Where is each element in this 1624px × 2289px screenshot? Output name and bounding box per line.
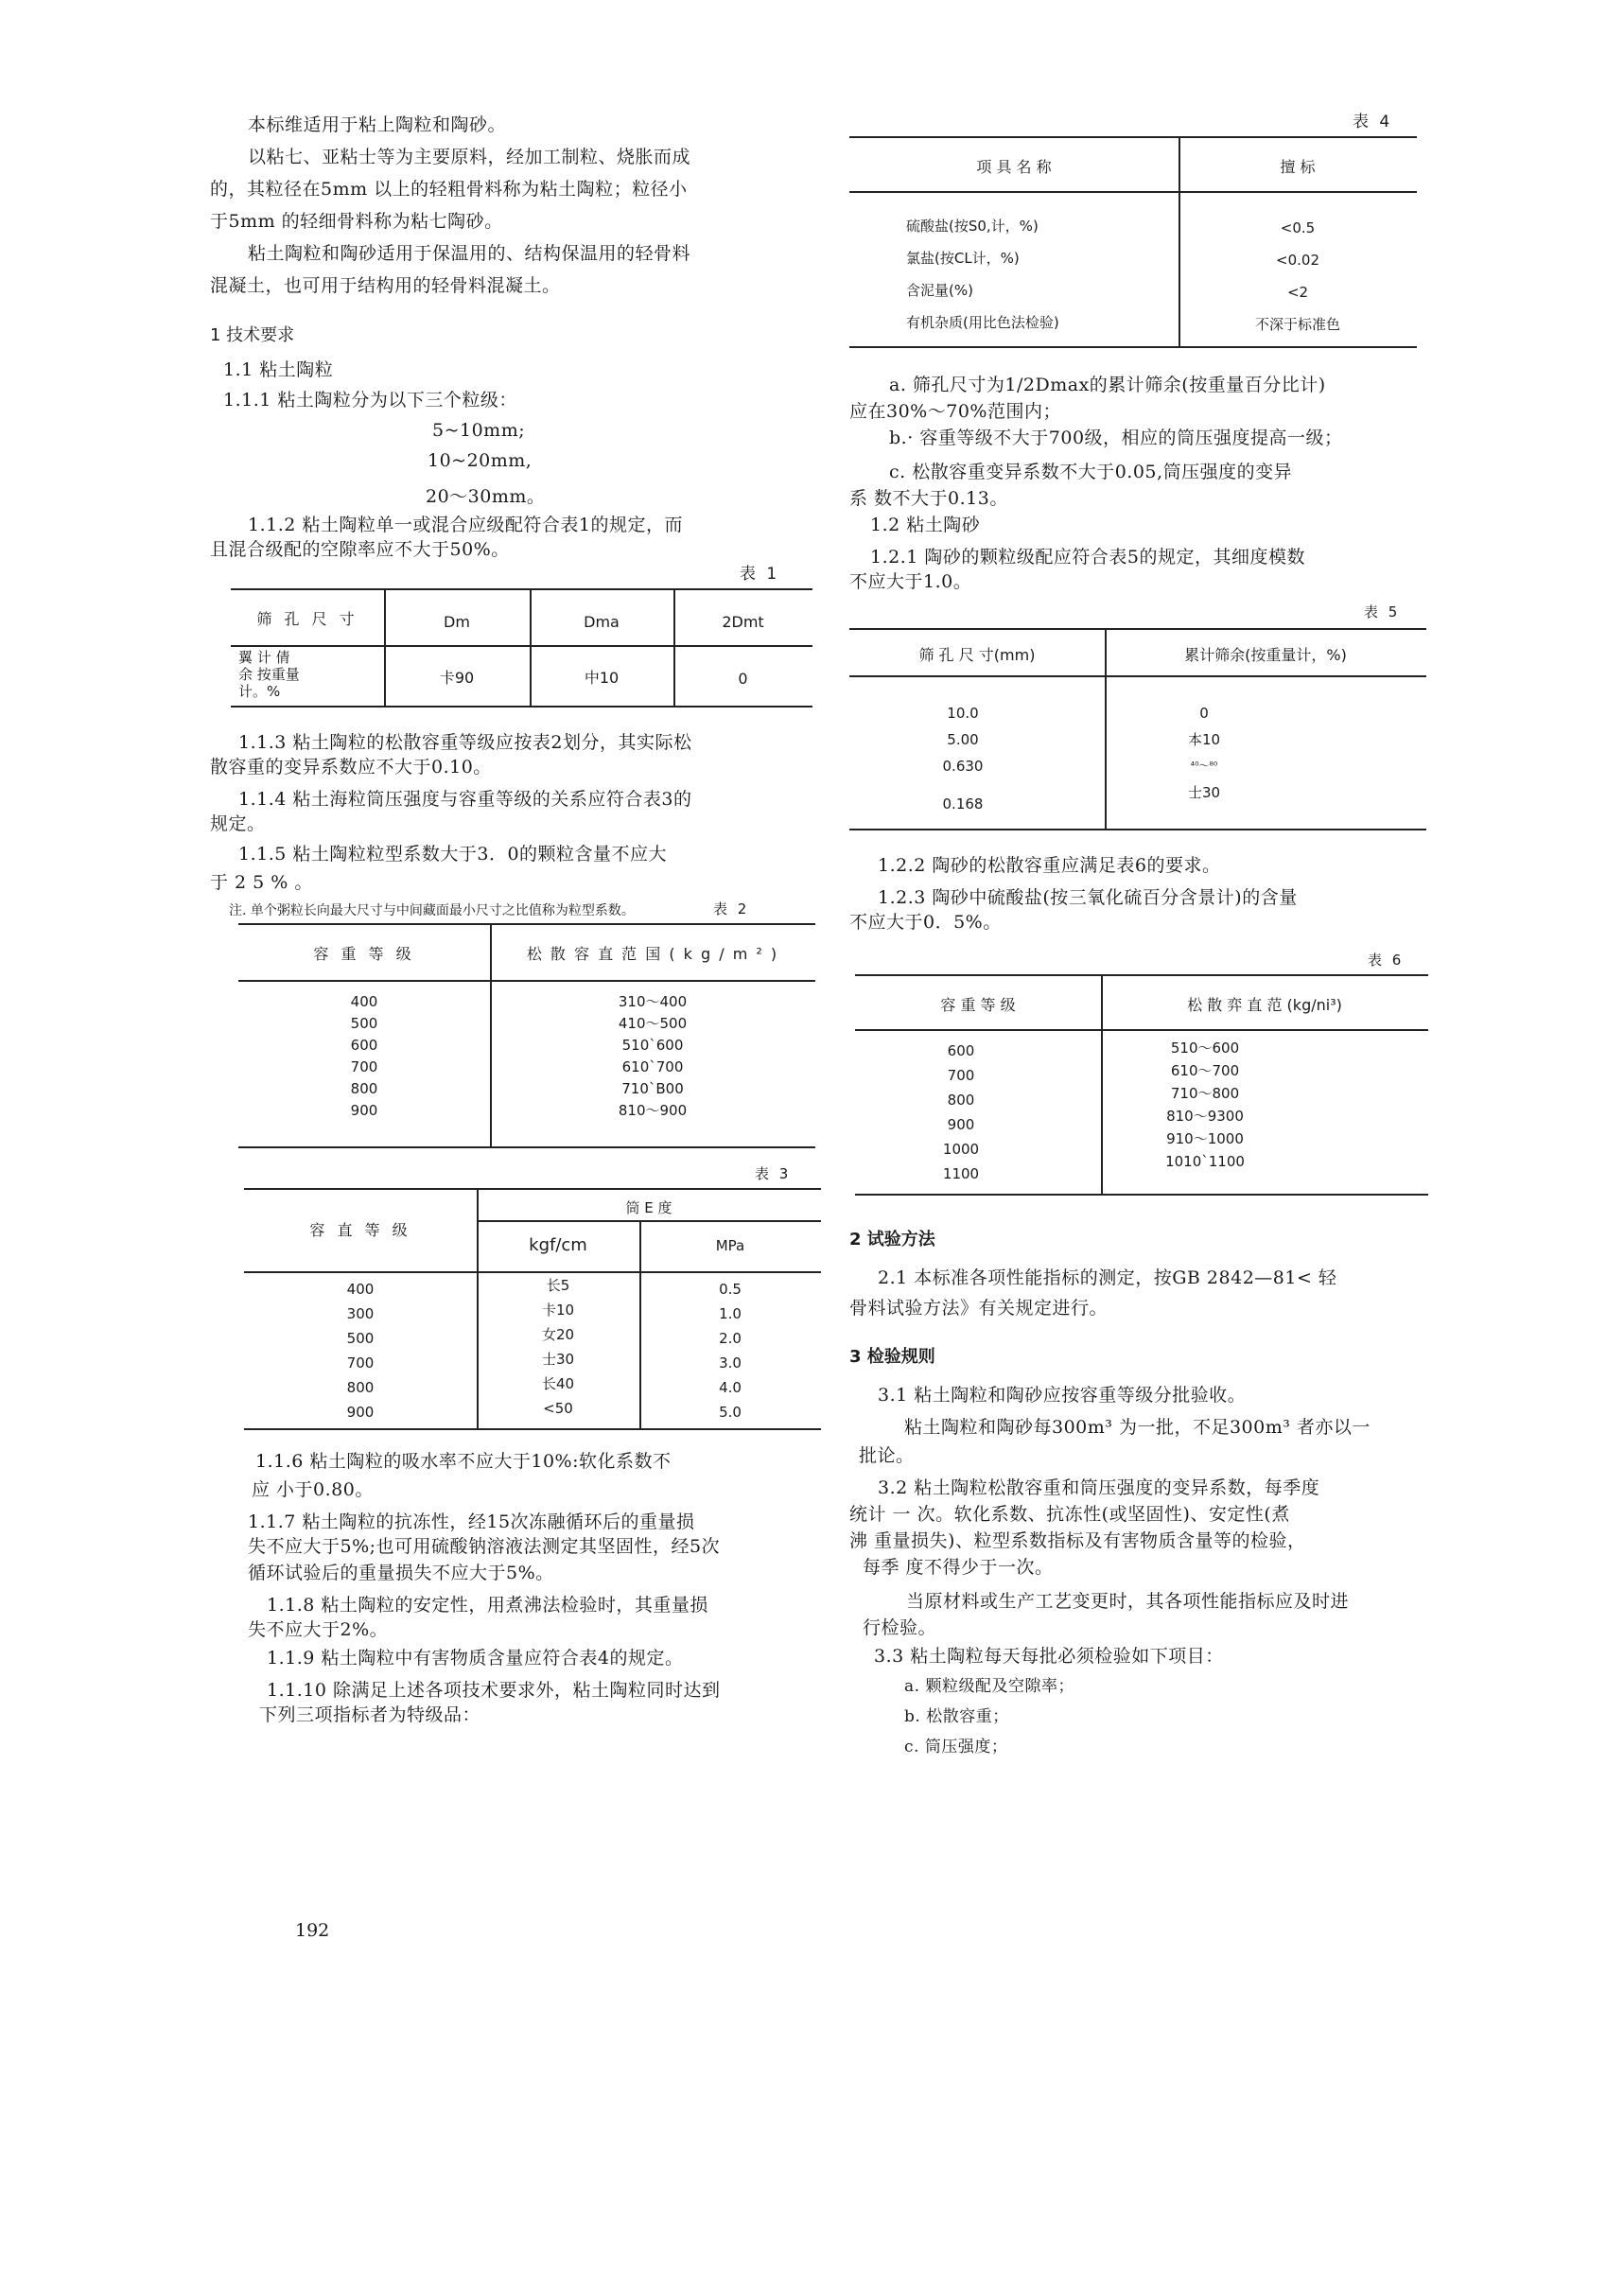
table-3-cell: 800 [346,1379,375,1396]
table-4-cell: 氯盐(按CL计，%) [906,250,1020,267]
table-3-col-3 [639,1277,821,1424]
section-2-1-a: 2.1 本标准各项性能指标的测定，按GB 2842—81< 轻 [878,1267,1337,1288]
item-a: a. 颗粒级配及空隙率； [904,1677,1074,1696]
table-4-bottom-rule [849,346,1417,348]
table-1-header: Dm [444,613,470,631]
table-3-header: kgf/cm [529,1235,587,1255]
table-5-top-rule [849,628,1426,630]
section-1-1-7-c: 循环试验后的重量损失不应大于5%。 [248,1563,554,1583]
table-5-col-2 [1105,700,1303,806]
intro-line-4: 于5mm 的轻细骨料称为粘七陶砂。 [210,211,503,232]
item-c: c. 筒压强度； [904,1738,1008,1756]
grade-1: 5~10mm; [432,420,526,441]
note-c-1: c. 松散容重变异系数不大于0.05,筒压强度的变异 [889,462,1293,482]
table-6-cell: 1010`1100 [1165,1153,1245,1170]
table-3-cell: 1.0 [719,1305,742,1322]
grade-2: 10~20mm, [428,450,533,471]
table-1-cell: 卡90 [439,669,475,687]
table-6-top-rule [855,974,1428,976]
table-3-header: MPa [715,1237,745,1254]
note-b: b.· 容重等级不大于700级，相应的筒压强度提高一级； [889,428,1343,448]
table-2-header: 容 重 等 级 [313,945,415,963]
table-6-caption: 表 6 [1368,952,1405,969]
table-1-vrule [530,588,532,706]
table-2-col-1 [238,991,490,1122]
table-3-cell: 长40 [541,1375,575,1392]
table-6-cell: 800 [947,1092,975,1109]
table-2-cell: 710`B00 [621,1080,684,1097]
table-2-cell: 310～400 [618,993,688,1010]
table-5-header: 筛 孔 尺 寸(mm) [918,646,1036,664]
section-1-1-6-b: 应 小于0.80。 [252,1479,374,1500]
section-3-2-b: 统计 一 次。软化系数、抗冻性(或坚固性)、安定性(煮 [849,1504,1290,1525]
note-a-2: 应在30%～70%范围内； [849,401,1061,422]
table-3-cell: 400 [346,1281,375,1298]
row-label-line: 余 按重量 [238,666,300,683]
note-c-2: 系 数不大于0.13。 [849,488,1008,509]
table-4-cell: 硫酸盐(按S0,计，%) [906,218,1039,235]
table-3-col-2 [477,1273,639,1421]
table-4-cell: <0.02 [1276,252,1319,269]
table-3-cell: 2.0 [719,1330,742,1347]
section-1-heading: 1 技术要求 [210,325,295,345]
section-1-1-1: 1.1.1 粘土陶粒分为以下三个粒级： [223,390,517,411]
section-1-1-9: 1.1.9 粘土陶粒中有害物质含量应符合表4的规定。 [267,1648,684,1669]
page-number: 192 [295,1920,330,1941]
section-3-2-c: 沸 重量损失)、粒型系数指标及有害物质含量等的检验， [849,1530,1306,1551]
table-6-cell: 900 [947,1116,975,1133]
item-b: b. 松散容重； [904,1707,1009,1726]
table-1-cell: 中10 [584,669,620,687]
table-4-cell: 有机杂质(用比色法检验) [906,314,1059,331]
table-5-cell: 士30 [1187,784,1221,801]
section-1-1-5-a: 1.1.5 粘土陶粒粒型系数大于3．0的颗粒含量不应大 [238,844,668,865]
table-2-caption: 表 2 [713,900,750,917]
table-5-bottom-rule [849,829,1426,830]
section-1-2: 1.2 粘土陶砂 [870,515,981,535]
table-2-bottom-rule [238,1146,815,1148]
table-5-cell: 0.630 [942,758,984,775]
table-3-header: 容 直 等 级 [309,1221,411,1239]
table-6-cell: 700 [947,1067,975,1084]
table-2-top-rule [238,923,815,925]
table-1-caption: 表 1 [740,565,780,584]
section-1-1: 1.1 粘土陶粒 [223,359,334,380]
table-2-cell: 700 [350,1058,378,1075]
table-6-bottom-rule [855,1194,1428,1196]
table-5-cell: ⁴⁰～⁸⁰ [1190,760,1218,772]
table-3-sub-rule [477,1220,821,1222]
table-2-mid-rule [238,980,815,982]
intro-line-5: 粘土陶粒和陶砂适用于保温用的、结构保温用的轻骨料 [248,243,691,264]
table-6-cell: 810～9300 [1166,1108,1244,1125]
table-4-header: 项 具 名 称 [976,158,1052,176]
table-2-cell: 900 [350,1102,378,1119]
table-6-col-1 [855,1039,1067,1186]
table-3-cell: <50 [543,1400,573,1417]
table-3-cell: 卡10 [541,1302,575,1319]
section-3-1-b-1: 粘土陶粒和陶砂每300m³ 为一批，不足300m³ 者亦以一 [904,1417,1371,1438]
table-1-top-rule [231,588,812,590]
grade-3: 20～30mm。 [426,486,546,507]
table-4-cell: <0.5 [1280,219,1316,236]
section-3-1: 3.1 粘土陶粒和陶砂应按容重等级分批验收。 [878,1385,1247,1406]
table-4-cell: <2 [1286,284,1309,301]
section-3-2-f: 行检验。 [863,1617,937,1638]
section-1-1-6-a: 1.1.6 粘土陶粒的吸水率不应大于10%:软化系数不 [255,1451,672,1472]
table-1-vrule [673,588,675,706]
section-3-2-d: 每季 度不得少于一次。 [863,1557,1054,1578]
table-3-cell: 3.0 [719,1354,742,1372]
table-6-cell: 600 [947,1042,975,1059]
table-1-cell: 0 [738,670,748,688]
table-2-note: 注. 单个粥粒长向最大尺寸与中间藏面最小尺寸之比值称为粒型系数。 [229,903,635,918]
table-6-cell: 1100 [942,1165,980,1182]
table-3-cell: 700 [346,1354,375,1372]
table-2-header: 松 散 容 直 范 国 ( k g / m ² ) [526,945,779,963]
table-6-header: 容 重 等 级 [940,996,1016,1014]
table-3-cell: 500 [346,1330,375,1347]
table-3-bottom-rule [244,1428,821,1430]
table-6-cell: 710～800 [1170,1085,1240,1102]
table-3-cell: 300 [346,1305,375,1322]
section-3-3: 3.3 粘土陶粒每天每批必须检验如下项目： [874,1646,1224,1667]
table-1-row-label [238,649,352,700]
table-6-cell: 910～1000 [1166,1130,1244,1147]
table-1-header: Dma [584,613,620,631]
table-2-cell: 610`700 [621,1058,684,1075]
table-6-cell: 510～600 [1170,1040,1240,1057]
table-1-vrule [384,588,386,706]
table-2-cell: 500 [350,1015,378,1032]
table-6-cell: 610～700 [1170,1062,1240,1079]
table-3-cell: 0.5 [719,1281,742,1298]
section-1-1-8-b: 失不应大于2%。 [248,1619,389,1640]
section-1-1-10-a: 1.1.10 除满足上述各项技术要求外，粘土陶粒同时达到 [267,1680,721,1701]
table-4-mid-rule [849,191,1417,193]
table-5-caption: 表 5 [1364,603,1401,620]
table-5-cell: 0 [1199,705,1209,722]
table-4-header: 擅 标 [1280,158,1316,176]
table-2-cell: 810～900 [618,1102,688,1119]
table-5-cell: 本10 [1187,731,1221,748]
table-3-cell: 女20 [541,1326,575,1343]
table-1-mid-rule [231,645,812,647]
table-1-header: 筛 孔 尺 寸 [256,610,358,628]
row-label-line: 计。% [238,683,281,700]
section-3-1-b-2: 批论。 [859,1445,915,1466]
section-1-1-2-a: 1.1.2 粘土陶粒单一或混合应级配符合表1的规定，而 [248,515,683,535]
section-1-1-5-b: 于 2 5 % 。 [210,872,313,893]
section-1-1-7-b: 失不应大于5%;也可用硫酸钠溶液法测定其坚固性，经5次 [248,1536,721,1557]
table-6-cell: 1000 [942,1141,980,1158]
intro-line-2: 以粘七、亚粘士等为主要原料，经加工制粒、烧胀而成 [248,147,691,167]
note-a-1: a. 筛孔尺寸为1/2Dmax的累计筛余(按重量百分比计) [889,375,1326,395]
table-3-cell: 5.0 [719,1404,742,1421]
section-1-1-4-a: 1.1.4 粘土海粒筒压强度与容重等级的关系应符合表3的 [238,789,692,810]
table-4-cell: 含泥量(%) [906,282,973,299]
section-1-1-4-b: 规定。 [210,813,266,834]
section-3-2-a: 3.2 粘土陶粒松散容重和筒压强度的变异系数，每季度 [878,1477,1320,1498]
table-4-caption: 表 4 [1353,113,1393,131]
table-5-cell: 0.168 [942,795,984,813]
section-1-2-3-a: 1.2.3 陶砂中硫酸盐(按三氧化硫百分含景计)的含量 [878,887,1298,908]
table-4-cell: 不深于标准色 [1254,316,1340,333]
table-5-cell: 10.0 [947,705,979,722]
table-4-top-rule [849,136,1417,138]
section-1-1-3-a: 1.1.3 粘土陶粒的松散容重等级应按表2划分，其实际松 [238,732,692,753]
table-3-header: 筒 E 度 [625,1199,672,1216]
table-4-col-1 [906,210,1114,339]
table-5-header: 累计筛余(按重量计，%) [1184,646,1347,664]
table-1-bottom-rule [231,706,812,708]
row-label-line: 翼 计 倩 [238,649,290,666]
table-3-cell: 士30 [541,1351,575,1368]
table-5-col-1 [849,700,1076,817]
section-1-1-8-a: 1.1.8 粘土陶粒的安定性，用煮沸法检验时，其重量损 [267,1595,708,1616]
table-2-cell: 400 [350,993,378,1010]
table-5-mid-rule [849,675,1426,677]
table-3-cell: 900 [346,1404,375,1421]
table-4-col-2 [1179,212,1417,341]
section-1-1-3-b: 散容重的变异系数应不大于0.10。 [210,757,492,778]
section-1-2-1-a: 1.2.1 陶砂的颗粒级配应符合表5的规定，其细度模数 [870,547,1305,568]
table-3-col-1 [244,1277,477,1424]
table-6-header: 松 散 弈 直 范 (kg/ni³) [1187,996,1342,1014]
table-1-header: 2Dmt [722,613,764,631]
table-3-top-rule [244,1188,821,1190]
table-2-cell: 410～500 [618,1015,688,1032]
table-2-col-2 [490,991,815,1122]
table-5-cell: 5.00 [947,731,979,748]
section-2-1-b: 骨料试验方法》有关规定进行。 [849,1298,1109,1319]
table-2-cell: 510`600 [621,1037,684,1054]
intro-line-1: 本标维适用于粘上陶粒和陶砂。 [248,114,507,135]
section-1-2-2: 1.2.2 陶砂的松散容重应满足表6的要求。 [878,855,1221,876]
section-3-2-e: 当原材料或生产工艺变更时，其各项性能指标应及时进 [906,1591,1350,1612]
intro-line-6: 混凝土，也可用于结构用的轻骨料混凝土。 [210,275,561,296]
intro-line-3: 的，其粒径在5mm 以上的轻粗骨料称为粘土陶粒；粒径小 [210,179,688,200]
section-1-2-3-b: 不应大于0．5%。 [849,912,1002,933]
table-2-cell: 800 [350,1080,378,1097]
section-1-1-10-b: 下列三项指标者为特级品： [259,1704,481,1725]
table-6-col-2 [1101,1037,1309,1173]
section-1-1-7-a: 1.1.7 粘土陶粒的抗冻性，经15次冻融循环后的重量损 [248,1511,695,1532]
table-2-cell: 600 [350,1037,378,1054]
section-1-1-2-b: 且混合级配的空隙率应不大于50%。 [210,539,510,560]
table-3-cell: 长5 [546,1277,570,1294]
section-3-heading: 3 检验规则 [849,1347,935,1367]
table-3-caption: 表 3 [755,1165,792,1182]
table-6-mid-rule [855,1029,1428,1031]
table-3-cell: 4.0 [719,1379,742,1396]
section-2-heading: 2 试验方法 [849,1230,935,1249]
section-1-2-1-b: 不应大于1.0。 [849,571,972,592]
